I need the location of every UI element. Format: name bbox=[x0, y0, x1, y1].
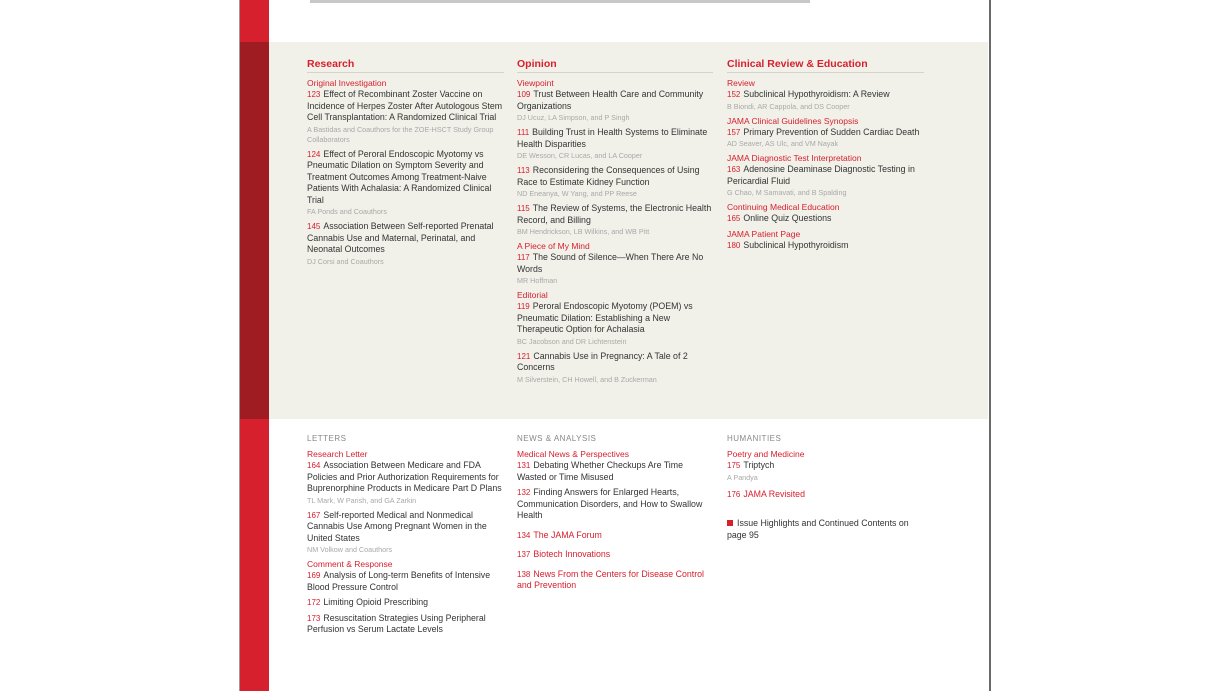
contents-page bbox=[239, 0, 991, 691]
toc-entry[interactable] bbox=[517, 301, 713, 347]
entry-title: Self-reported Medical and Nonmedical Cannabis Use Among Pregnant Women in the United States bbox=[307, 509, 487, 543]
entry-authors: DJ Corsi and Coauthors bbox=[307, 256, 384, 266]
toc-entry[interactable] bbox=[307, 460, 504, 506]
page-number: 180 bbox=[727, 240, 741, 250]
subheading: JAMA Clinical Guidelines Synopsis bbox=[727, 115, 859, 126]
entry-title: Resuscitation Strategies Using Peripheral Perfusion vs Serum Lactate Levels bbox=[307, 612, 486, 634]
red-edge-bar-dark bbox=[240, 42, 269, 419]
issue-highlights-note[interactable] bbox=[727, 518, 924, 541]
page-number: 157 bbox=[727, 127, 741, 137]
subheading: Research Letter bbox=[307, 449, 368, 459]
entry-title: The JAMA Forum bbox=[533, 529, 602, 540]
toc-entry[interactable] bbox=[307, 149, 504, 218]
entry-authors: G Chao, M Samavati, and B Spalding bbox=[727, 188, 847, 197]
entry-authors: BM Hendrickson, LB Wilkins, and WB Pitt bbox=[517, 227, 650, 236]
toc-entry[interactable] bbox=[727, 489, 924, 501]
page-number: 115 bbox=[517, 204, 530, 213]
page-number: 165 bbox=[727, 214, 741, 223]
page-number: 113 bbox=[517, 166, 530, 175]
red-square-icon bbox=[727, 520, 733, 526]
entry-authors: A Bastidas and Coauthors for the ZOE-HSCT Study Group Collaborators bbox=[307, 124, 494, 144]
page-number: 152 bbox=[727, 90, 741, 99]
toc-entry[interactable] bbox=[517, 89, 713, 123]
research-column bbox=[307, 58, 504, 271]
entry-title: Effect of Recombinant Zoster Vaccine on Incidence of Herpes Zoster After Autologous Stem Cell Transplantation: A Randomized Clinical Trial bbox=[307, 89, 503, 122]
toc-entry[interactable] bbox=[517, 252, 713, 286]
entry-title: Subclinical Hypothyroidism: A Review bbox=[743, 89, 890, 99]
toc-entry[interactable] bbox=[517, 203, 713, 237]
page-number: 134 bbox=[517, 530, 531, 540]
toc-entry[interactable] bbox=[307, 89, 504, 145]
toc-entry[interactable] bbox=[727, 127, 924, 150]
page-number: 111 bbox=[517, 128, 530, 137]
page-number: 163 bbox=[727, 165, 741, 174]
red-edge-bar bbox=[240, 0, 269, 42]
toc-entry[interactable] bbox=[727, 164, 924, 198]
page-number: 164 bbox=[307, 461, 321, 470]
page-number: 131 bbox=[517, 461, 531, 470]
entry-title: JAMA Revisited bbox=[743, 488, 805, 499]
section-heading-humanities: HUMANITIES bbox=[727, 434, 782, 443]
entry-title: Effect of Peroral Endoscopic Myotomy vs Pneumatic Dilation on Symptom Severity and Treatment Outcomes Among Treatment-Naive Patients With Achalasia: A Randomized Clinical Trial bbox=[307, 148, 492, 205]
subheading: Review bbox=[727, 78, 755, 88]
entry-title: Cannabis Use in Pregnancy: A Tale of 2 Concerns bbox=[517, 350, 688, 372]
news-column bbox=[517, 434, 713, 596]
page-number: 124 bbox=[307, 149, 321, 159]
page-number: 109 bbox=[517, 90, 531, 99]
subheading: Original Investigation bbox=[307, 78, 387, 88]
toc-entry[interactable] bbox=[727, 89, 924, 112]
page-number: 169 bbox=[307, 571, 321, 580]
entry-authors: MR Hoffman bbox=[517, 276, 558, 285]
entry-title: Online Quiz Questions bbox=[743, 213, 832, 223]
red-edge-bar-bottom bbox=[240, 419, 269, 691]
letters-column bbox=[307, 434, 504, 640]
masthead-cropped bbox=[310, 0, 810, 6]
entry-authors: NM Volkow and Coauthors bbox=[307, 545, 393, 554]
entry-title: Association Between Medicare and FDA Policies and Prior Authorization Requirements for Buprenorphine Products in Medicare Part D Plans bbox=[307, 460, 502, 493]
toc-entry[interactable] bbox=[517, 165, 713, 199]
page-number: 145 bbox=[307, 222, 321, 231]
entry-authors: DE Wesson, CR Lucas, and LA Cooper bbox=[517, 151, 643, 160]
subheading: JAMA Patient Page bbox=[727, 228, 801, 239]
section-heading-news: NEWS & ANALYSIS bbox=[517, 434, 597, 443]
entry-authors: DJ Ucuz, LA Simpson, and P Singh bbox=[517, 113, 630, 122]
page-number: 123 bbox=[307, 90, 321, 99]
page-number: 172 bbox=[307, 598, 321, 607]
subheading: Comment & Response bbox=[307, 559, 393, 569]
entry-authors: ND Eneanya, W Yang, and PP Reese bbox=[517, 189, 637, 198]
entry-title: Primary Prevention of Sudden Cardiac Death bbox=[743, 126, 920, 137]
page-number: 138 bbox=[517, 569, 531, 579]
entry-title: Biotech Innovations bbox=[533, 549, 611, 559]
toc-entry[interactable] bbox=[307, 613, 504, 636]
clinical-review-column bbox=[727, 58, 924, 255]
toc-entry[interactable] bbox=[517, 569, 713, 592]
entry-title: Building Trust in Health Systems to Eliminate Health Disparities bbox=[517, 127, 708, 149]
toc-entry[interactable] bbox=[517, 487, 713, 522]
entry-title: Adenosine Deaminase Diagnostic Testing in Pericardial Fluid bbox=[727, 164, 915, 186]
page-number: 132 bbox=[517, 488, 531, 497]
entry-title: Trust Between Health Care and Community Organizations bbox=[517, 89, 704, 111]
toc-entry[interactable] bbox=[307, 597, 504, 609]
subheading: Editorial bbox=[517, 290, 548, 300]
entry-title: News From the Centers for Disease Control and Prevention bbox=[517, 568, 704, 590]
entry-title: Peroral Endoscopic Myotomy (POEM) vs Pneumatic Dilation: Establishing a New Therapeutic Option for Achalasia bbox=[517, 301, 693, 334]
subheading: Poetry and Medicine bbox=[727, 449, 805, 459]
entry-title: The Sound of Silence—When There Are No Words bbox=[517, 252, 704, 274]
entry-authors: TL Mark, W Parish, and GA Zarkin bbox=[307, 495, 417, 505]
page-number: 176 bbox=[727, 489, 741, 499]
page-number: 175 bbox=[727, 461, 741, 470]
section-heading-opinion: Opinion bbox=[517, 58, 713, 73]
toc-entry[interactable] bbox=[517, 530, 713, 542]
subheading: A Piece of My Mind bbox=[517, 241, 590, 251]
issue-highlights-text: Issue Highlights and Continued Contents on page 95 bbox=[727, 518, 909, 540]
toc-entry[interactable] bbox=[727, 213, 924, 225]
toc-entry[interactable] bbox=[307, 510, 504, 556]
entry-title: Association Between Self-reported Prenatal Cannabis Use and Maternal, Perinatal, and Neonatal Outcomes bbox=[307, 221, 494, 254]
entry-title: The Review of Systems, the Electronic Health Record, and Billing bbox=[517, 203, 712, 225]
subheading: Viewpoint bbox=[517, 78, 554, 88]
page-number: 173 bbox=[307, 613, 321, 623]
entry-authors: AD Seaver, AS Ulc, and VM Nayak bbox=[727, 139, 839, 148]
toc-entry[interactable] bbox=[727, 460, 924, 483]
page-number: 119 bbox=[517, 302, 530, 311]
entry-authors: B Biondi, AR Cappola, and DS Cooper bbox=[727, 101, 850, 111]
toc-entry[interactable] bbox=[517, 549, 713, 561]
entry-authors: M Silverstein, CH Howell, and B Zuckerman bbox=[517, 374, 657, 384]
section-heading-clinical: Clinical Review & Education bbox=[727, 58, 924, 73]
toc-entry[interactable] bbox=[517, 460, 713, 483]
subheading: JAMA Diagnostic Test Interpretation bbox=[727, 153, 862, 163]
opinion-column bbox=[517, 58, 713, 389]
entry-title: Finding Answers for Enlarged Hearts, Communication Disorders, and How to Swallow Health bbox=[517, 487, 703, 520]
entry-title: Analysis of Long-term Benefits of Intensive Blood Pressure Control bbox=[307, 570, 491, 592]
page-number: 137 bbox=[517, 550, 531, 559]
subheading: Continuing Medical Education bbox=[727, 202, 840, 212]
subheading: Medical News & Perspectives bbox=[517, 449, 629, 459]
section-heading-letters: LETTERS bbox=[307, 434, 347, 443]
entry-title: Limiting Opioid Prescribing bbox=[323, 597, 428, 607]
page-number: 117 bbox=[517, 253, 530, 262]
humanities-column bbox=[727, 434, 924, 541]
page-number: 121 bbox=[517, 351, 531, 361]
page-number: 167 bbox=[307, 510, 321, 520]
toc-entry[interactable] bbox=[307, 570, 504, 593]
entry-title: Triptych bbox=[743, 460, 775, 470]
toc-entry[interactable] bbox=[307, 221, 504, 267]
toc-entry[interactable] bbox=[517, 351, 713, 385]
entry-title: Subclinical Hypothyroidism bbox=[743, 239, 849, 250]
entry-title: Reconsidering the Consequences of Using Race to Estimate Kidney Function bbox=[517, 165, 700, 187]
toc-entry[interactable] bbox=[727, 240, 924, 252]
entry-authors: BC Jacobson and DR Lichtenstein bbox=[517, 336, 627, 346]
section-heading-research: Research bbox=[307, 58, 504, 73]
entry-authors: FA Ponds and Coauthors bbox=[307, 207, 387, 216]
entry-authors: A Pandya bbox=[727, 472, 758, 482]
toc-entry[interactable] bbox=[517, 127, 713, 161]
entry-title: Debating Whether Checkups Are Time Wasted or Time Misused bbox=[517, 460, 683, 482]
